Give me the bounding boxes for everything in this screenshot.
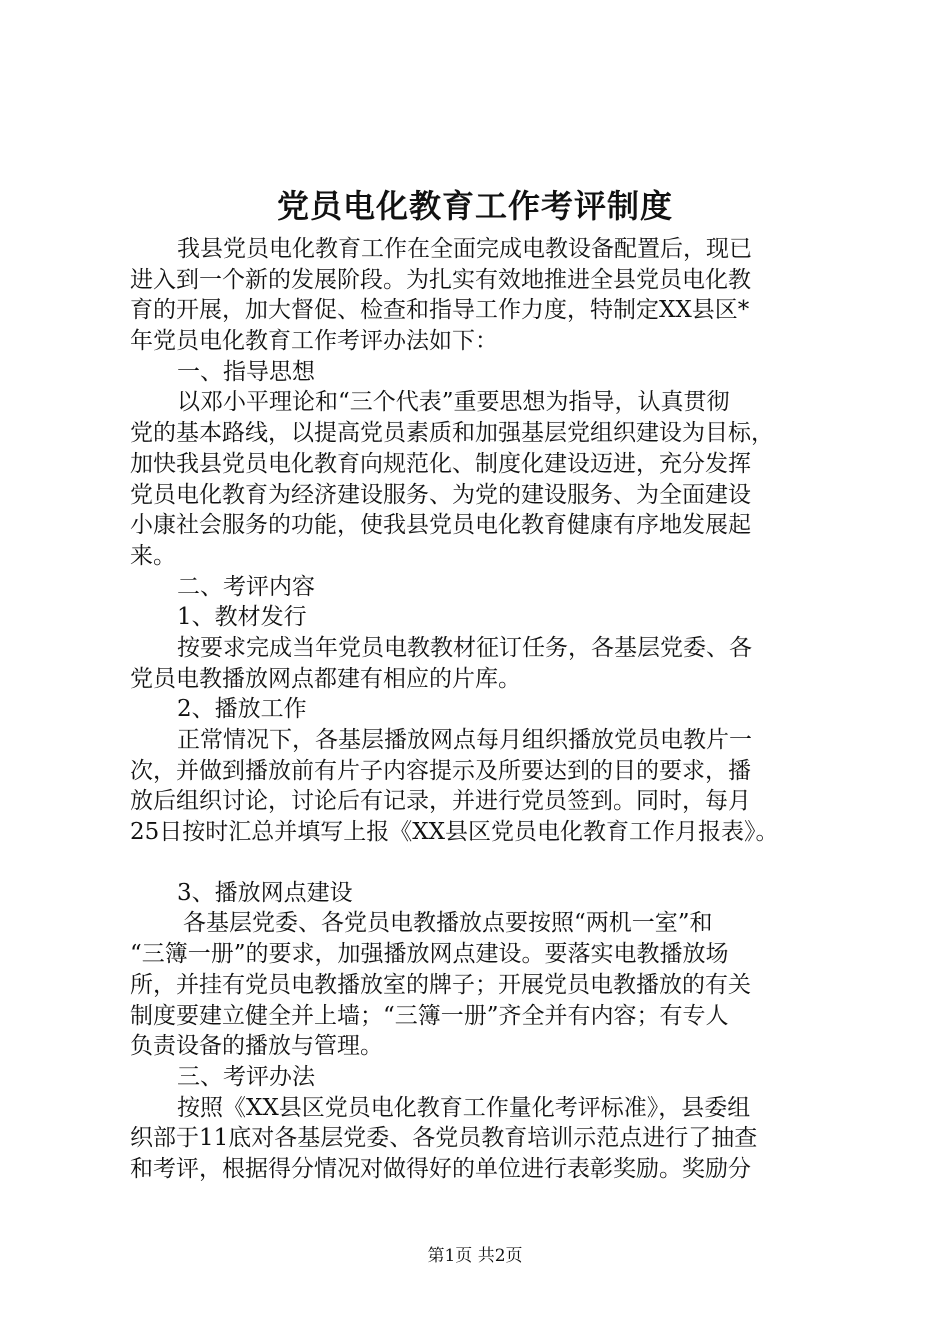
paragraph-line: 正常情况下，各基层播放网点每月组织播放党员电教片一 [177,727,752,753]
paragraph-line: 年党员电化教育工作考评办法如下： [130,328,498,355]
paragraph-line: 25日按时汇总并填写上报《XX县区党员电化教育工作月报表》。 [130,819,779,846]
paragraph-line: 放后组织讨论，讨论后有记录，并进行党员签到。同时，每月 [130,788,751,815]
paragraph-line: 党员电化教育为经济建设服务、为党的建设服务、为全面建设 [130,481,751,508]
paragraph-line: 来。 [130,542,176,569]
paragraph-line: 以邓小平理论和“三个代表”重要思想为指导，认真贯彻 [177,389,730,416]
page-number-footer: 第1页 共2页 [427,1246,523,1266]
paragraph-line: “三簿一册”的要求，加强播放网点建设。要落实电教播放场 [130,941,729,968]
document-title: 党员电化教育工作考评制度 [276,187,673,225]
section-heading: 二、考评内容 [177,573,315,600]
subsection-heading: 2、播放工作 [177,696,307,723]
paragraph-line: 小康社会服务的功能，使我县党员电化教育健康有序地发展起 [130,512,751,539]
paragraph-line: 所，并挂有党员电教播放室的牌子；开展党员电教播放的有关 [130,971,751,998]
section-heading: 一、指导思想 [177,358,315,385]
paragraph-line: 育的开展，加大督促、检查和指导工作力度，特制定XX县区* [130,297,750,324]
section-heading: 三、考评办法 [177,1063,315,1090]
paragraph-line: 按照《XX县区党员电化教育工作量化考评标准》，县委组 [177,1094,751,1121]
document-body [130,234,830,1185]
paragraph-line: 和考评，根据得分情况对做得好的单位进行表彰奖励。奖励分 [130,1155,751,1182]
subsection-heading: 1、教材发行 [177,604,307,631]
paragraph-line: 负责设备的播放与管理。 [130,1033,383,1060]
paragraph-line: 进入到一个新的发展阶段。为扎实有效地推进全县党员电化教 [130,266,751,293]
paragraph-line: 按要求完成当年党员电教教材征订任务，各基层党委、各 [177,634,752,661]
paragraph-line: 党的基本路线，以提高党员素质和加强基层党组织建设为目标， [130,420,774,447]
paragraph-line: 织部于11底对各基层党委、各党员教育培训示范点进行了抽查 [130,1125,758,1152]
paragraph-line: 制度要建立健全并上墙；“三簿一册”齐全并有内容；有专人 [130,1002,729,1029]
paragraph-line: 次，并做到播放前有片子内容提示及所要达到的目的要求，播 [130,757,751,784]
paragraph-line: 各基层党委、各党员电教播放点要按照“两机一室”和 [183,910,713,937]
subsection-heading: 3、播放网点建设 [177,879,353,906]
paragraph-line: 我县党员电化教育工作在全面完成电教设备配置后，现已 [177,236,752,262]
paragraph-line: 党员电教播放网点都建有相应的片库。 [130,665,521,692]
paragraph-line: 加快我县党员电化教育向规范化、制度化建设迈进，充分发挥 [130,450,751,477]
blank-line [130,848,830,878]
